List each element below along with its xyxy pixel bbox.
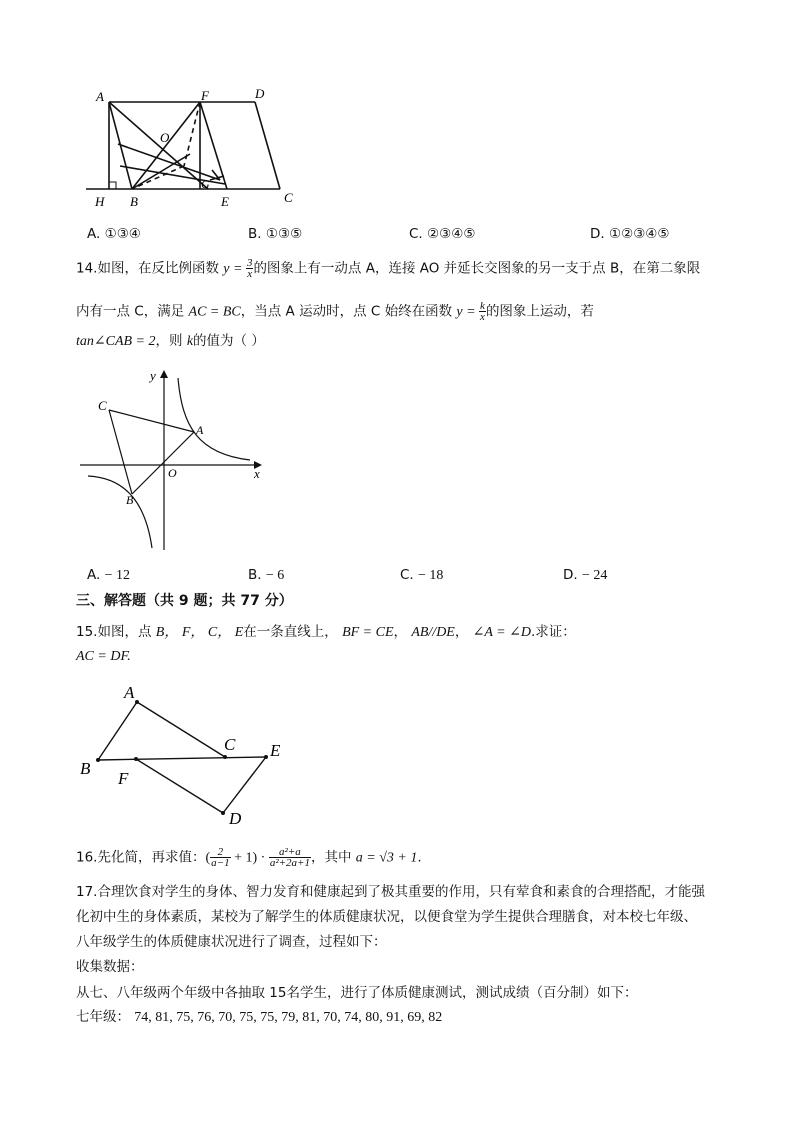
q13-option-d: D. ①②③④⑤ <box>590 226 670 242</box>
q17-line2: 化初中生的身体素质，某校为了解学生的体质健康状况，以便食堂为学生提供合理膳食，对本校七年级、 <box>76 909 697 925</box>
label-O: O <box>168 466 177 480</box>
axis-label-x: x <box>254 466 260 481</box>
label-D: D <box>229 809 242 828</box>
section-heading: 三、解答题（共 9 题；共 77 分） <box>76 593 293 609</box>
label-A: A <box>124 683 135 702</box>
label-A: A <box>196 423 204 437</box>
label-D: D <box>255 86 265 101</box>
label-E: E <box>221 194 229 209</box>
label-G: G <box>201 177 210 191</box>
q15-figure <box>76 678 296 832</box>
hyperbola-branch-2 <box>88 476 152 548</box>
label-H: H <box>95 194 105 209</box>
label-C: C <box>284 190 293 205</box>
q13-option-c: C. ②③④⑤ <box>409 226 476 242</box>
q15-line2: AC = DF. <box>76 649 131 664</box>
label-B: B <box>130 194 138 209</box>
label-B: B <box>126 493 134 507</box>
q14-figure <box>78 366 270 552</box>
q14-option-b: B. − 6 <box>248 567 285 583</box>
label-C: C <box>98 398 107 413</box>
axis-label-y: y <box>150 368 156 383</box>
label-C: C <box>224 735 236 754</box>
label-O: O <box>160 130 170 145</box>
q17-line5: 从七、八年级两个年级中各抽取 15名学生，进行了体质健康测试，测试成绩（百分制）如下： <box>76 985 638 1001</box>
q15-line1: 15.如图，点 B， F， C， E在一条直线上， BF = CE， AB//DE， ∠A = ∠D.求证： <box>76 624 576 640</box>
q14-line3: tan∠CAB = 2，则 k的值为（ ） <box>76 333 265 349</box>
label-B: B <box>80 759 91 778</box>
q13-option-a: A. ①③④ <box>87 226 141 242</box>
q13-figure <box>80 84 310 214</box>
q14-option-a: A. − 12 <box>87 567 130 583</box>
q14-line1: 14.如图，在反比例函数 y = $\frac{3}{x}$ 的图象上有一动点 A，连接 AO 并延长交图象的另一支于点 B，在第二象限 <box>76 257 701 280</box>
q17-line1: 17.合理饮食对学生的身体、智力发育和健康起到了极其重要的作用，只有荤食和素食的合理搭配，才能强 <box>76 884 705 900</box>
q17-line3: 八年级学生的体质健康状况进行了调查，过程如下： <box>76 934 387 950</box>
hyperbola-branch-1 <box>178 378 250 460</box>
label-F: F <box>118 769 129 788</box>
label-A: A <box>96 89 104 104</box>
q14-option-d: D. − 24 <box>563 567 608 583</box>
label-E: E <box>270 741 281 760</box>
q14-line2: 内有一点 C，满足 AC = BC，当点 A 运动时，点 C 始终在函数 y = $\frac{k}{x}$ 的图象上运动，若 <box>76 300 594 323</box>
label-F: F <box>201 88 209 103</box>
q14-option-c: C. − 18 <box>400 567 444 583</box>
q13-option-b: B. ①③⑤ <box>248 226 303 242</box>
q17-grade7: 七年级： 74, 81, 75, 76, 70, 75, 75, 79, 81, 70, 74, 80, 91, 69, 82 <box>76 1009 443 1025</box>
q16-line: 16.先化简，再求值：( $\frac{2}{a-1}$ + 1) · $\frac{\text{a²+a}}{\text{a²+2a+1}}$ ，其中 a = √3 + 1. <box>76 846 422 869</box>
q17-line4: 收集数据： <box>76 959 144 975</box>
